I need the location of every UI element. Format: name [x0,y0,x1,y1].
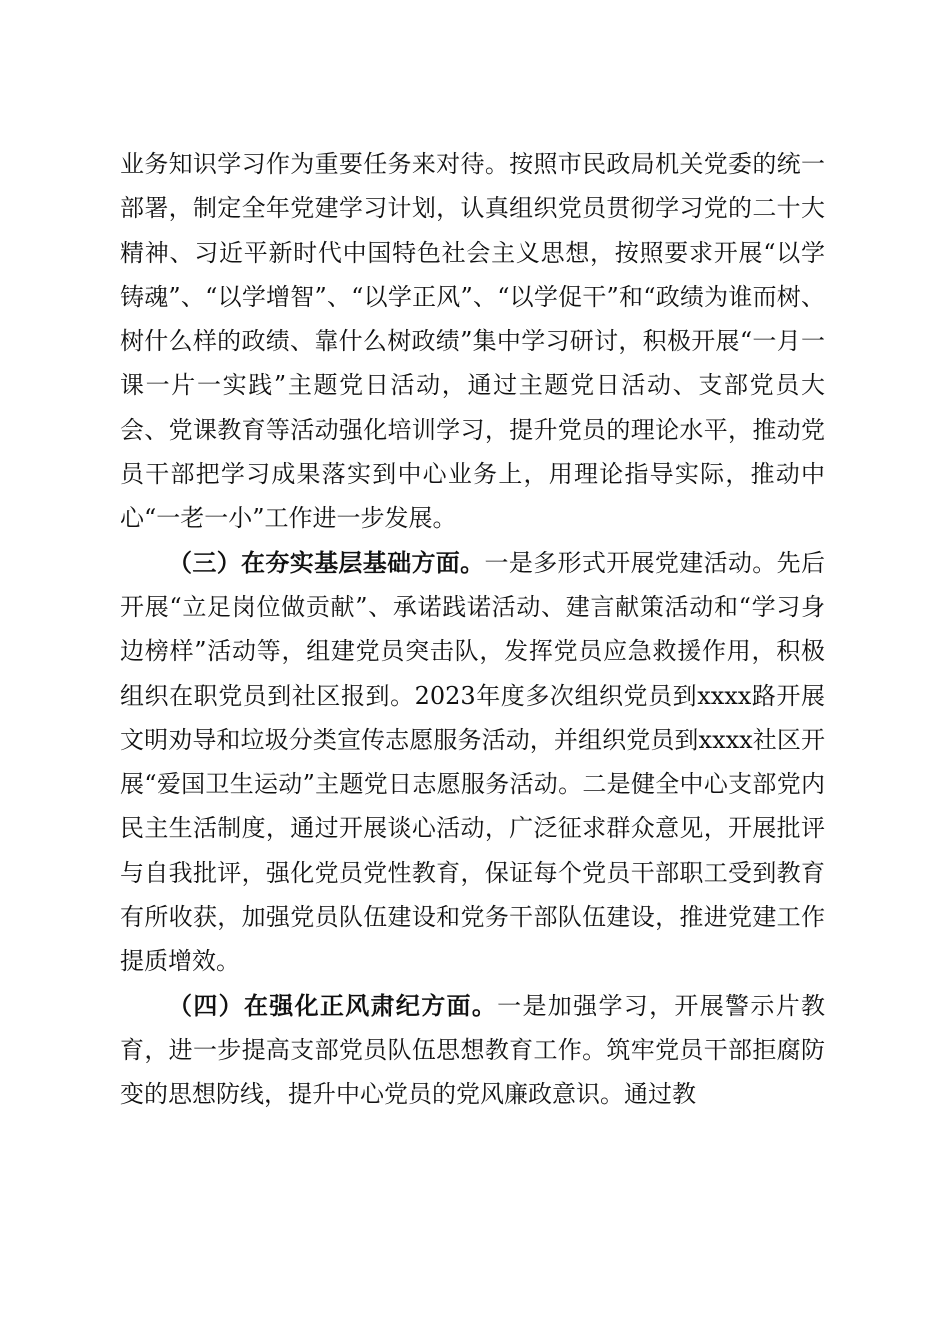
paragraph-discipline-body: 一是加强学习，开展警示片教育，进一步提高支部党员队伍思想教育工作。筑牢党员干部拒腐防变的思想防线，提升中心党员的党风廉政意识。通过教 [120,991,826,1109]
paragraph-learning: 业务知识学习作为重要任务来对待。按照市民政局机关党委的统一部署，制定全年党建学习计划，认真组织党员贯彻学习党的二十大精神、习近平新时代中国特色社会主义思想，按照要求开展“以学铸魂”、“以学增智”、“以学正风”、“以学促干”和“政绩为谁而树、树什么样的政绩、靠什么树政绩”集中学习研讨，积极开展“一月一课一片一实践”主题党日活动，通过主题党日活动、支部党员大会、党课教育等活动强化培训学习，提升党员的理论水平，推动党员干部把学习成果落实到中心业务上，用理论指导实际，推动中心“一老一小”工作进一步发展。 [120,150,825,533]
paragraph-grassroots-body: 一是多形式开展党建活动。先后开展“立足岗位做贡献”、承诺践诺活动、建言献策活动和“学习身边榜样”活动等，组建党员突击队，发挥党员应急救援作用，积极组织在职党员到社区报到。2023年度多次组织党员到xxxx路开展文明劝导和垃圾分类宣传志愿服务活动，并组织党员到xxxx社区开展“爱国卫生运动”主题党日志愿服务活动。二是健全中心支部党内民主生活制度，通过开展谈心活动，广泛征求群众意见，开展批评与自我批评，强化党员党性教育，保证每个党员干部职工受到教育有所收获，加强党员队伍建设和党务干部队伍建设，推进党建工作提质增效。 [120,548,825,976]
paragraph-discipline [120,984,825,1117]
section-heading-grassroots: （三）在夯实基层基础方面。 [168,547,485,577]
document-body [120,142,825,1117]
section-heading-discipline: （四）在强化正风肃纪方面。 [168,990,498,1020]
paragraph-grassroots [120,541,825,984]
